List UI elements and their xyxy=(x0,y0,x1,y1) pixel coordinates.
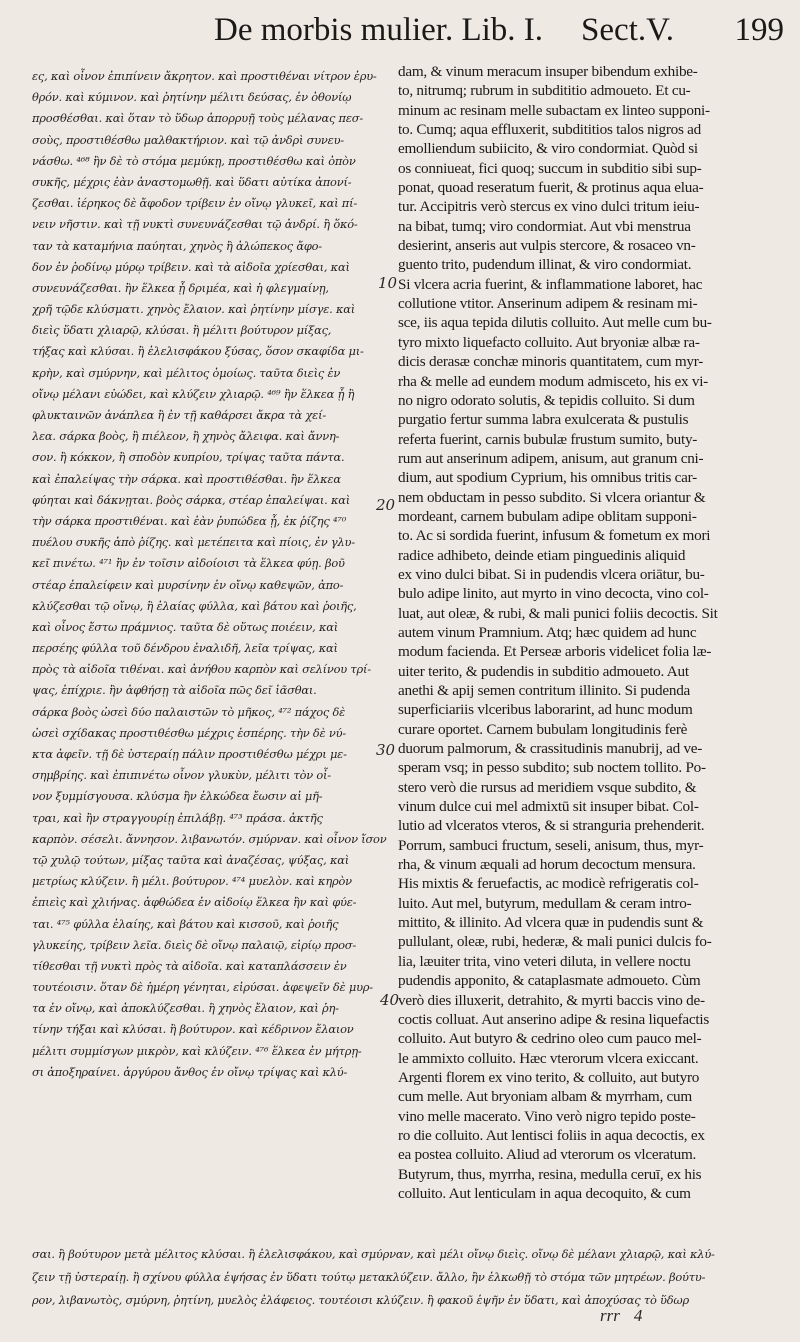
margin-line-number: 30 xyxy=(376,741,396,759)
greek-line: σον. ἢ κόκκον, ἢ σποδὸν κυπρίου, τρίψας ταῦτα πάντα. xyxy=(32,450,345,465)
greek-line: καρπὸν. σέσελι. ἄννησον. λιβανωτόν. σμύρναν. καὶ οἶνον ἴσον xyxy=(32,831,387,846)
greek-line: τὴν σάρκα προστιθέναι. καὶ ἐὰν ῥυπώδεα ᾖ, ἐκ ῥίζης ⁴⁷⁰ xyxy=(32,513,347,528)
greek-line: οἴνῳ μέλανι εὐώδει, καὶ κλύζειν χλιαρῷ. ⁴⁶⁹ ἢν ἕλκεα ᾖ ἢ xyxy=(32,386,355,401)
signature-number: 4 xyxy=(633,1306,643,1325)
latin-line: le ammixto colluito. Hæc vterorum vlcera exiccant. xyxy=(398,1049,699,1067)
latin-line: na bibat, tumq; viro condormiat. Aut vbi menstrua xyxy=(398,217,691,235)
latin-line: guento trito, pudendum illinat, & viro condormiat. xyxy=(398,256,692,274)
margin-line-number: 40 xyxy=(380,991,400,1009)
greek-line: κλύζεσθαι τῷ οἴνῳ, ἢ ἐλαίας φύλλα, καὶ βάτου καὶ ῥοιῆς, xyxy=(32,598,357,613)
running-head-title: De morbis mulier. Lib. I. xyxy=(214,12,544,48)
latin-line: to, nitrumq; rubrum in subdititio admoueto. Et cu- xyxy=(398,82,691,100)
latin-line: uiter terito, & pudendis in subditio admoueto. Aut xyxy=(398,662,689,680)
latin-line: Butyrum, thus, myrrha, resina, medulla ceruī, ex his xyxy=(398,1165,702,1183)
greek-line: ες, καὶ οἶνον ἐπιπίνειν ἄκρητον. καὶ προστιθέναι νίτρον ἐρυ- xyxy=(32,69,377,83)
latin-line: duorum palmorum, & crassitudinis manubrij, ad ve- xyxy=(398,740,703,758)
greek-line: διεὶς ὕδατι χλιαρῷ, κλύσαι. ἢ μέλιτι βούτυρον μίξας, xyxy=(32,323,332,338)
greek-line: τίνην τήξαι καὶ κλύσαι. ἢ βούτυρον. καὶ κέδρινον ἔλαιον xyxy=(32,1022,354,1037)
margin-line-number: 10 xyxy=(378,274,398,292)
latin-line: lia, læuiter trita, vino veteri diluta, in vellere noctu xyxy=(398,952,691,970)
latin-line: ponat, quoad reseratum fuerit, & protinus aqua elua- xyxy=(398,179,704,197)
latin-line: bulo adipe linito, aut myrto in vino decocta, vino col- xyxy=(398,585,709,603)
greek-line: τήξας καὶ κλύσαι. ἢ ἐλελισφάκου ξύσας, ὅσον σκαφίδα μι- xyxy=(32,344,364,359)
greek-line: χρῆ τῷδε κλύσματι. χηνὸς ἔλαιον. καὶ ῥητίνην μίσγε. καὶ xyxy=(32,302,356,317)
greek-line: ψας, ἐπίχριε. ἢν ἀφθήσῃ τὰ αἰδοῖα πῶς δεῖ ἰᾶσθαι. xyxy=(32,683,317,698)
latin-line: mordeant, carnem bubulam adipe oblitam supponi- xyxy=(398,507,697,525)
latin-line: modum facienda. Et Perseæ arboris videlicet folia læ- xyxy=(398,643,712,661)
greek-line: κρὴν, καὶ σμύρνην, καὶ μέλιτος ὁμοίως. ταῦτα διεὶς ἐν xyxy=(32,365,341,380)
greek-line: ται. ⁴⁷⁵ φύλλα ἐλαίης, καὶ βάτου καὶ κισσοῦ, καὶ ῥοιῆς xyxy=(32,916,339,931)
latin-line: purgatio fertur summa labra exulcerata & pustulis xyxy=(398,411,689,429)
latin-line: referta fuerint, carnis bubulæ frustum sumito, buty- xyxy=(398,430,698,448)
latin-line: Argenti florem ex vino terito, & colluito, aut butyro xyxy=(398,1068,700,1086)
latin-line: vinum dulce cui mel admixtū sit insuper bibat. Col- xyxy=(398,798,699,816)
greek-line: κεῖ πινέτω. ⁴⁷¹ ἢν ἐν τοῖσιν αἰδοίοισι τὰ ἕλκεα φύῃ. βοῦ xyxy=(32,556,345,571)
latin-line: vino melle macerato. Vino verò nigro tepido poste- xyxy=(398,1107,696,1125)
latin-line: His mixtis & feruefactis, ac modicè refrigeratis col- xyxy=(398,875,699,893)
latin-line: pudendis apponito, & cataplasmate admoueto. Cùm xyxy=(398,972,701,990)
greek-line: νον ξυμμίσγουσα. κλύσμα ἢν ἑλκώδεα ἔωσιν αἱ μῆ- xyxy=(32,789,323,804)
greek-line: ταν τὰ καταμήνια παύηται, χηνὸς ἢ ἀλώπεκος ἄφο- xyxy=(32,238,322,253)
greek-wide-line: σαι. ἢ βούτυρον μετὰ μέλιτος κλύσαι. ἢ ἐλελισφάκου, καὶ σμύρναν, καὶ μέλι οἴνῳ διεὶς. οἴνῳ δὲ μέλανι χλιαρῷ, καὶ κλύ- xyxy=(32,1247,715,1261)
latin-line: autem vinum Pramnium. Atq; hæc quidem ad hunc xyxy=(398,623,697,641)
latin-line: rum aut anserinum adipem, anisum, aut granum cni- xyxy=(398,449,704,467)
latin-line: to. Ac si sordida fuerint, infusum & fometum ex mori xyxy=(398,527,711,545)
latin-line: Si vlcera acria fuerint, & inflammatione laboret, hac xyxy=(398,275,703,293)
latin-line: ex vino dulci bibat. Si in pudendis vlcera oriātur, bu- xyxy=(398,565,705,583)
latin-line: superficiariis vlceribus laborarint, ad hunc modum xyxy=(398,701,693,719)
page-number: 199 xyxy=(734,12,784,48)
greek-line: μετρίως κλύζειν. ἢ μέλι. βούτυρον. ⁴⁷⁴ μυελὸν. καὶ κηρὸν xyxy=(32,874,352,889)
latin-line: rha, & vinum æquali ad horum decoctum mensura. xyxy=(398,856,696,874)
latin-line: coctis colluat. Aut anserino adipe & resina liquefactis xyxy=(398,1010,709,1028)
greek-line: περσέης φύλλα τοῦ δένδρου ἐναλιδῆ, λεῖα τρίψας, καὶ xyxy=(32,641,338,656)
latin-line: emolliendum subiicito, & viro condormiat. Quòd si xyxy=(398,140,698,158)
latin-line: cum melle. Aut bryoniam albam & myrrham, cum xyxy=(398,1088,692,1106)
greek-line: σι ἀποξηραίνει. ἀργύρου ἄνθος ἐν οἴνῳ τρίψας καὶ κλύ- xyxy=(32,1064,348,1079)
greek-line: θρόν. καὶ κύμινον. καὶ ῥητίνην μέλιτι δεύσας, ἐν ὀθονίῳ xyxy=(32,90,352,105)
running-head xyxy=(214,12,784,52)
latin-line: minum ac resinam melle subactam ex linteo supponi- xyxy=(398,101,710,119)
latin-line: mittito, & illinito. Ad vlcera quæ in pudendis sunt & xyxy=(398,914,704,932)
latin-line: curare oportet. Carnem bubulam longitudinis ferè xyxy=(398,720,688,738)
greek-line: συνευνάζεσθαι. ἢν ἕλκεα ᾖ δριμέα, καὶ ἡ φλεγμαίνῃ, xyxy=(32,280,329,295)
greek-line: τα ἐν οἴνῳ, καὶ ἀποκλύζεσθαι. ἢ χηνὸς ἔλαιον, καὶ ῥη- xyxy=(32,1001,339,1016)
latin-line: colluito. Aut butyro & cedrino oleo cum pauco mel- xyxy=(398,1030,702,1048)
greek-line: κτα ἀφεῖν. τῇ δὲ ὑστεραίῃ πάλιν προστιθέσθω μέχρι με- xyxy=(32,747,347,761)
latin-line: sce, iis aqua tepida dilutis colluito. Aut melle cum bu- xyxy=(398,314,712,332)
latin-text-column xyxy=(398,62,776,1206)
latin-line: ro die colluito. Aut lentisci foliis in aqua decoctis, ex xyxy=(398,1126,705,1144)
latin-line: nem obductam in pesso subdito. Si vlcera oriantur & xyxy=(398,488,706,506)
greek-line: πυέλου συκῆς ἀπὸ ῥίζης. καὶ μετέπειτα καὶ πίοις, ἐν γλυ- xyxy=(32,535,355,550)
greek-line: προσθέσθαι. καὶ ὅταν τὸ ὕδωρ ἀπορρυῇ τοὺς μέλανας πεσ- xyxy=(32,111,363,126)
latin-line: colluito. Aut lenticulam in aqua decoquito, & cum xyxy=(398,1184,691,1202)
margin-line-number: 20 xyxy=(376,496,396,514)
latin-line: to. Cumq; aqua effluxerit, subdititios talos nigros ad xyxy=(398,121,702,139)
greek-line: φλυκταινῶν ἀνάπλεα ἢ ἐν τῇ καθάρσει ἄκρα τὰ χεί- xyxy=(32,408,326,422)
greek-text-column xyxy=(32,66,387,1083)
greek-line: σάρκα βοὸς ὡσεὶ δύο παλαιστῶν τὸ μῆκος, ⁴⁷² πάχος δὲ xyxy=(32,704,346,719)
greek-wide-line: ζειν τῇ ὑστεραίῃ. ἢ σχίνου φύλλα ἑψήσας ἐν ὕδατι τούτῳ μετακλύζειν. ἄλλο, ἢν ἑλκωθῇ τὸ στόμα τῶν μητρέων. βούτυ- xyxy=(32,1270,706,1284)
greek-line: τραι, καὶ ἢν στραγγουρίῃ ἐπιλάβῃ. ⁴⁷³ πράσα. ἀκτῆς xyxy=(32,810,323,825)
greek-line: τίθεσθαι τῇ νυκτὶ πρὸς τὰ αἰδοῖα. καὶ καταπλάσσειν ἐν xyxy=(32,958,347,973)
greek-line: καὶ οἶνος ἔστω πράμνιος. ταῦτα δὲ οὕτως ποιέειν, καὶ xyxy=(32,619,338,634)
greek-line: καὶ ἐπαλείψας τὴν σάρκα. καὶ προστιθέσθαι. ἢν ἕλκεα xyxy=(32,471,341,486)
latin-line: collutione vtitor. Anserinum adipem & resinam mi- xyxy=(398,295,698,313)
latin-line: radice adhibeto, deinde etiam pinguedinis aliquid xyxy=(398,546,686,564)
greek-line: σημβρίης. καὶ ἐπιπινέτω οἶνον γλυκὺν, μέλιτι τὸν οἶ- xyxy=(32,768,331,783)
latin-line: tur. Accipitris verò stercus ex vino dulci tritum ieiu- xyxy=(398,198,700,216)
greek-line: νειν νῆστιν. καὶ τῇ νυκτὶ συνευνάζεσθαι τῷ ἀνδρί. ἢ ὅκό- xyxy=(32,217,358,232)
latin-line: no nigro odorato solutis, & tepidis colluito. Si dum xyxy=(398,391,695,409)
greek-line: πρὸς τὰ αἰδοῖα τιθέναι. καὶ ἀνήθου καρπὸν καὶ σελίνου τρί- xyxy=(32,662,371,677)
latin-line: os conniueat, fici quoq; succum in subditio sibi sup- xyxy=(398,159,702,177)
latin-line: luat, aut oleæ, & rubi, & mali punici foliis decoctis. Sit xyxy=(398,604,718,622)
latin-line: tyro mixto liquefacto colluito. Aut bryoniæ albæ ra- xyxy=(398,333,700,351)
latin-line: ea postea colluito. Aliud ad vterorum os vlceratum. xyxy=(398,1146,697,1164)
greek-line: σοὺς, προστιθέσθω μαλθακτήριον. καὶ τῷ ἀνδρὶ συνευ- xyxy=(32,132,344,147)
latin-line: lutio ad vlceratos vteros, & si stranguria prehenderit. xyxy=(398,817,705,835)
signature-mark: rrr xyxy=(600,1306,620,1325)
greek-wide-line: ρον, λιβανωτὸς, σμύρνη, ῥητίνη, μυελὸς ἐλάφειος. τουτέοισι κλύζειν. ἢ φακοῦ ἑψῆν ἐν ὕδατι, καὶ ἀποχύσας τὸ ὕδωρ xyxy=(32,1293,690,1307)
greek-line: φύηται καὶ δάκνῃται. βοὸς σάρκα, στέαρ ἐπαλείψαι. καὶ xyxy=(32,492,351,507)
greek-line: τῷ χυλῷ τούτων, μίξας ταῦτα καὶ ἀναζέσας, ψύξας, καὶ xyxy=(32,852,349,867)
latin-line: verò dies illuxerit, detrahito, & myrti baccis vino de- xyxy=(398,991,705,1009)
latin-line: speram vsq; in pesso subdito; sub noctem tollito. Po- xyxy=(398,759,706,777)
latin-line: stero verò die rursus ad meridiem vsque subdito, & xyxy=(398,778,697,796)
greek-line: συκῆς, μέχρις ἐὰν ἀναστομωθῇ. καὶ ὕδατι αὐτίκα ἀπονί- xyxy=(32,174,352,189)
latin-line: anethi & apij semen contritum illinito. Si pudenda xyxy=(398,682,691,699)
latin-line: dium, aut spodium Cyprium, his omnibus tritis car- xyxy=(398,469,697,487)
greek-line: ζεσθαι. ἰέρηκος δὲ ἄφοδον τρίβειν ἐν οἴνῳ γλυκεῖ, καὶ πί- xyxy=(32,196,358,211)
greek-line: μέλιτι συμμίσγων μικρὸν, καὶ κλύζειν. ⁴⁷⁶ ἕλκεα ἐν μήτρῃ- xyxy=(32,1043,362,1058)
latin-line: dicis derasæ conchæ minoris quantitatem, cum myr- xyxy=(398,353,704,371)
latin-line: Porrum, sambuci fructum, seseli, anisum, thus, myr- xyxy=(398,836,704,854)
latin-line: pullulant, oleæ, rubi, hederæ, & mali punici dulcis fo- xyxy=(398,933,712,951)
greek-line: λεα. σάρκα βοὸς, ἢ πιέλεον, ἢ χηνὸς ἄλειφα. καὶ ἄννη- xyxy=(32,429,340,444)
latin-line: desierint, anseris aut vulpis stercore, & rosaceo vn- xyxy=(398,237,696,255)
greek-line: δον ἐν ῥοδίνῳ μύρῳ τρίβειν. καὶ τὰ αἰδοῖα χρίεσθαι, καὶ xyxy=(32,259,350,274)
greek-line: ὡσεὶ σχίδακας προστιθέσθω μέχρις ἑσπέρης. τὴν δὲ νύ- xyxy=(32,725,346,740)
latin-line: luito. Aut mel, butyrum, medullam & ceram intro- xyxy=(398,894,692,912)
latin-line: dam, & vinum meracum insuper bibendum exhibe- xyxy=(398,63,698,80)
greek-line: νάσθω. ⁴⁶⁸ ἢν δὲ τὸ στόμα μεμύκῃ, προστιθέσθω καὶ ὀπὸν xyxy=(32,153,356,168)
latin-line: rha & melle ad eundem modum admisceto, his ex vi- xyxy=(398,372,708,390)
running-head-section: Sect.V. xyxy=(581,12,674,48)
greek-line: ἐπιεὶς καὶ χλιήνας. ἀφθώδεα ἐν αἰδοίῳ ἕλκεα ἢν καὶ φύε- xyxy=(32,895,357,910)
greek-line: τουτέοισιν. ὅταν δὲ ἡμέρη γένηται, εἰρύσαι. ἀφεψεῖν δὲ μυρ- xyxy=(32,980,373,995)
greek-line: στέαρ ἐπαλείφειν καὶ μυρσίνην ἐν οἴνῳ καθεψῶν, ἀπο- xyxy=(32,577,344,592)
greek-line: γλυκείης, τρίβειν λεῖα. διεὶς δὲ οἴνῳ παλαιῷ, εἰρίῳ προσ- xyxy=(32,937,357,952)
